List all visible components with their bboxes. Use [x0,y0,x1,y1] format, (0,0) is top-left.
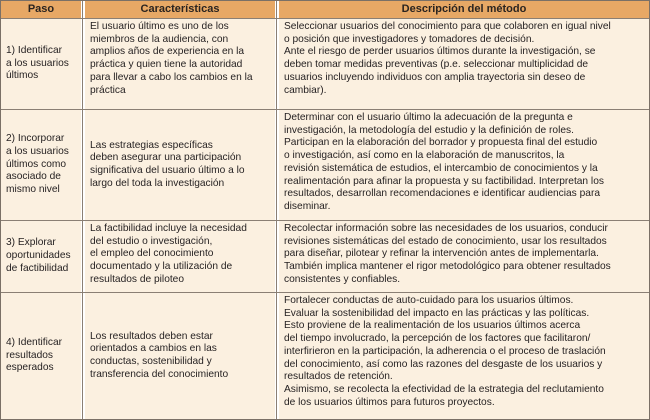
header-caracteristicas: Características [85,1,275,18]
row-divider [1,18,649,19]
header-paso: Paso [1,1,81,18]
row-divider [1,220,649,221]
table-row [1,19,649,109]
table-row [1,293,649,419]
column-divider [276,1,277,419]
description-cell: Recolectar información sobre las necesidades de los usuarios, conducir revisiones sistemáticas del estado de conocimiento, usar los resultados para diseñar, pilotear y refinar la intervención antes de implementarla. También implica mantener el rigor metodológico para obtener resultados consistentes y confiables. [279,221,649,292]
description-cell: Determinar con el usuario último la adecuación de la pregunta e investigación, la metodología del estudio y la definición de roles. Participan en la elaboración del borrador y propuesta final del estudio o investigación, así como en la elaboración de manuscritos, la revisión sistemática de estudios, el intercambio de conocimientos y la realimentación para afinar la propuesta y su factibilidad. Interpretan los resultados, desarrollan recomendaciones e identificar audiencias para diseminar. [279,110,649,220]
table-row [1,221,649,292]
table-header-row [1,1,649,18]
step-cell: 2) Incorporar a los usuarios últimos como asociado de mismo nivel [1,110,81,220]
step-cell: 1) Identificar a los usuarios últimos [1,19,81,109]
column-divider [82,1,83,419]
step-cell: 4) Identificar resultados esperados [1,293,81,419]
characteristics-cell: El usuario último es uno de los miembros de la audiencia, con amplios años de experiencia en la práctica y quien tiene la autoridad para llevar a cabo los cambios en la práctica [85,19,275,109]
characteristics-cell: La factibilidad incluye la necesidad del estudio o investigación, el empleo del conocimiento documentado y la utilización de resultados de piloteo [85,221,275,292]
description-cell: Seleccionar usuarios del conocimiento para que colaboren en igual nivel o posición que investigadores y tomadores de decisión. Ante el riesgo de perder usuarios últimos durante la investigación, se deben tomar medidas preventivas (p.e. seleccionar multiplicidad de usuarios incluyendo individuos con amplia trayectoria sin deseo de cambiar). [279,19,649,109]
header-descripcion: Descripción del método [279,1,649,18]
step-cell: 3) Explorar oportunidades de factibilidad [1,221,81,292]
characteristics-cell: Las estrategias específicas deben asegurar una participación significativa del usuario último a lo largo del toda la investigación [85,110,275,220]
description-cell: Fortalecer conductas de auto-cuidado para los usuarios últimos. Evaluar la sostenibilidad del impacto en las prácticas y las políticas. Esto proviene de la realimentación de los usuarios últimos acerca del tiempo involucrado, la percepción de los factores que facilitaron/ interfirieron en la participación, la adherencia o el proceso de traslación del conocimiento, así como las razones del desgaste de los usuarios y resultados de retención. Asimismo, se recolecta la efectividad de la estrategia del reclutamiento de los usuarios últimos para futuros proyectos. [279,293,649,419]
characteristics-cell: Los resultados deben estar orientados a cambios en las conductas, sostenibilidad y transferencia del conocimiento [85,293,275,419]
row-divider [1,292,649,293]
row-divider [1,109,649,110]
table-row [1,110,649,220]
